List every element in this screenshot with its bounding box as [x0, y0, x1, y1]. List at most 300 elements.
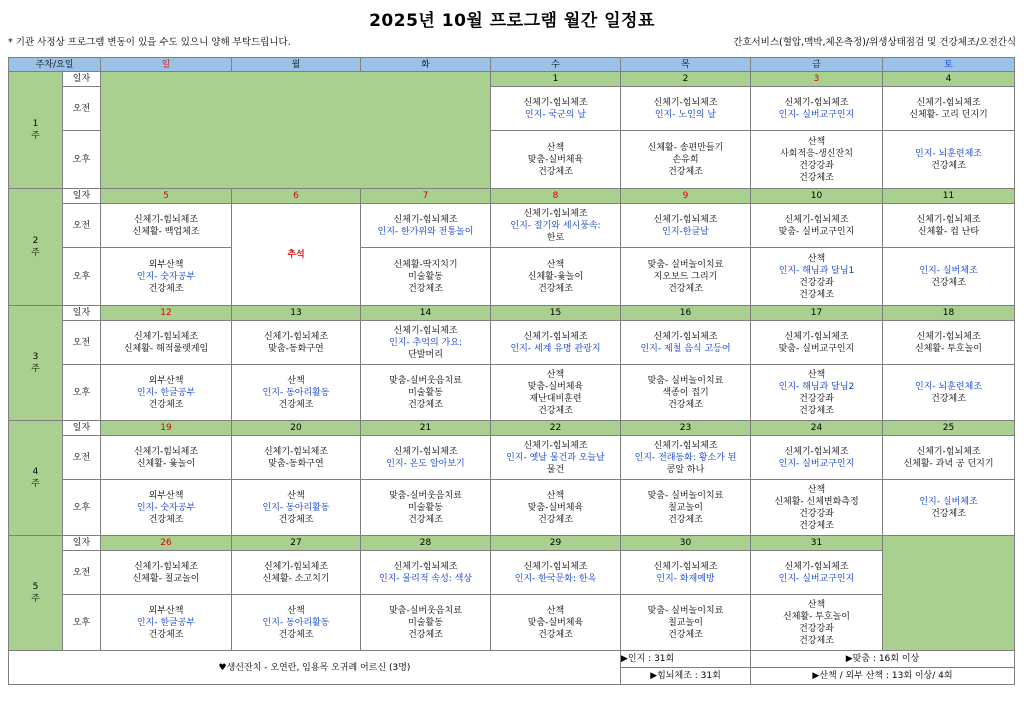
activity-line: 신체기-힘뇌체조 [523, 561, 588, 572]
activity-line: 인지- 한글공부 [136, 617, 196, 628]
am-activity-cell [621, 204, 751, 248]
activity-line: 인지- 물리적 속성: 색상 [378, 573, 473, 584]
date-label: 일자 [63, 306, 101, 321]
pm-activity-cell [101, 595, 232, 651]
date-cell: 31 [751, 536, 883, 551]
activity-line: 건강체조 [148, 629, 184, 640]
pm-label: 오후 [63, 365, 101, 421]
am-label: 오전 [63, 321, 101, 365]
stat-himnoe: ▶힘뇌체조 : 31회 [621, 668, 751, 685]
schedule-table [8, 57, 1015, 685]
activity-line: 신체기-힘뇌체조 [916, 331, 981, 342]
activity-line: 인지- 해님과 달님2 [778, 381, 855, 392]
activity-line: 건강체조 [799, 405, 834, 416]
date-cell: 22 [491, 421, 621, 436]
activity-line: 건강체조 [799, 635, 834, 646]
activity-line: 산책 [546, 142, 565, 153]
activity-line: 단발머리 [408, 349, 443, 360]
date-label: 일자 [63, 189, 101, 204]
activity-line: 신체기-힘뇌체조 [133, 331, 199, 342]
pm-label: 오후 [63, 480, 101, 536]
activity-line: 사회적응-생신잔치 [780, 148, 853, 159]
activity-line: 손유희 [672, 154, 699, 165]
activity-line: 신체기-힘뇌체조 [393, 214, 458, 225]
week-label: 5 주 [9, 536, 63, 651]
am-activity-cell [751, 204, 883, 248]
week-label: 1 주 [9, 72, 63, 189]
day-header: 목 [621, 58, 751, 72]
activity-line: 외부산책 [148, 375, 184, 386]
date-cell: 2 [621, 72, 751, 87]
am-activity-cell [361, 551, 491, 595]
activity-line: 인지- 동아리활동 [262, 617, 330, 628]
pm-activity-cell [232, 365, 361, 421]
pm-activity-cell [621, 248, 751, 306]
pm-activity-cell [883, 480, 1015, 536]
am-label: 오전 [63, 551, 101, 595]
am-label: 오전 [63, 436, 101, 480]
activity-line: 칠교놀이 [668, 617, 703, 628]
activity-line: 인지-한글날 [662, 226, 709, 237]
activity-line: 신체기-힘뇌체조 [653, 214, 718, 225]
activity-line: 미술활동 [408, 617, 443, 628]
activity-line: 산책 [546, 490, 565, 501]
activity-line: 신체기-힘뇌체조 [653, 97, 718, 108]
am-activity-cell [491, 87, 621, 131]
activity-line: 신체기-힘뇌체조 [263, 446, 329, 457]
activity-line: 미술활동 [408, 271, 443, 282]
date-cell: 7 [361, 189, 491, 204]
activity-line: 외부산책 [148, 605, 184, 616]
activity-line: 신체활- 고리 던지기 [909, 109, 988, 120]
am-row [9, 321, 1015, 365]
activity-line: 미술활동 [408, 502, 443, 513]
am-activity-cell [883, 87, 1015, 131]
activity-line: 신체기-힘뇌체조 [133, 446, 199, 457]
activity-line: 산책 [807, 369, 826, 380]
activity-line: 신체활- 백업체조 [132, 226, 200, 237]
activity-line: 맞춤- 실버교구인지 [778, 343, 855, 354]
date-label: 일자 [63, 536, 101, 551]
activity-line: 인지- 전래동화: 황소가 된 [634, 452, 737, 463]
pm-row [9, 595, 1015, 651]
pm-activity-cell [751, 365, 883, 421]
am-row [9, 551, 1015, 595]
date-cell: 25 [883, 421, 1015, 436]
activity-line: 산책 [807, 599, 826, 610]
pm-row [9, 248, 1015, 306]
am-activity-cell [751, 321, 883, 365]
corner-label: 주차/요일 [9, 58, 101, 72]
activity-line: 건강체조 [799, 289, 834, 300]
day-header: 화 [361, 58, 491, 72]
date-cell: 1 [491, 72, 621, 87]
activity-line: 인지- 동아리활동 [262, 502, 330, 513]
pm-activity-cell [621, 480, 751, 536]
am-activity-cell [101, 551, 232, 595]
activity-line: 건강체조 [148, 283, 184, 294]
activity-line: 신체기-힘뇌체조 [523, 97, 588, 108]
activity-line: 건강강좌 [799, 277, 834, 288]
day-header: 일 [101, 58, 232, 72]
activity-line: 건강체조 [408, 514, 443, 525]
pm-activity-cell [491, 248, 621, 306]
activity-line: 신체기-힘뇌체조 [653, 331, 718, 342]
activity-line: 색종이 접기 [662, 387, 709, 398]
activity-line: 건강체조 [278, 514, 314, 525]
footer-row [9, 651, 1015, 668]
pm-activity-cell [232, 595, 361, 651]
day-header: 토 [883, 58, 1015, 72]
activity-line: 신체기-힘뇌체조 [653, 440, 718, 451]
date-cell: 26 [101, 536, 232, 551]
am-activity-cell [883, 204, 1015, 248]
activity-line: 한로 [546, 232, 565, 243]
activity-line: 산책 [807, 484, 826, 495]
activity-line: 건강체조 [931, 393, 966, 404]
am-activity-cell [232, 321, 361, 365]
activity-line: 신체기-힘뇌체조 [784, 97, 849, 108]
am-activity-cell [751, 436, 883, 480]
pm-activity-cell [751, 131, 883, 189]
activity-line: 건강체조 [668, 629, 703, 640]
am-activity-cell [751, 551, 883, 595]
activity-line: 신체기-힘뇌체조 [653, 561, 718, 572]
activity-line: 인지- 숫자공부 [136, 502, 196, 513]
activity-line: 건강체조 [538, 629, 573, 640]
activity-line: 신체활- 칠교놀이 [132, 573, 200, 584]
date-cell: 3 [751, 72, 883, 87]
am-activity-cell [491, 551, 621, 595]
am-activity-cell [621, 87, 751, 131]
am-activity-cell [883, 321, 1015, 365]
pm-activity-cell [491, 365, 621, 421]
empty-green-block [883, 536, 1015, 651]
activity-line: 맞춤-동화구연 [268, 458, 324, 469]
activity-line: 건강체조 [668, 166, 703, 177]
activity-line: 신체기-힘뇌체조 [916, 214, 981, 225]
activity-line: 신체활- 송편만들기 [647, 142, 724, 153]
date-cell: 18 [883, 306, 1015, 321]
pm-activity-cell [883, 131, 1015, 189]
activity-line: 산책 [807, 136, 826, 147]
activity-line: 인지- 해님과 달님1 [778, 265, 855, 276]
pm-activity-cell [491, 595, 621, 651]
activity-line: 신체기-힘뇌체조 [784, 446, 849, 457]
activity-line: 신체기-힘뇌체조 [393, 325, 458, 336]
date-cell: 28 [361, 536, 491, 551]
activity-line: 맞춤- 실버놀이치료 [647, 375, 724, 386]
activity-line: 건강체조 [931, 160, 966, 171]
am-activity-cell [361, 204, 491, 248]
activity-line: 인지- 추억의 가요: [389, 337, 462, 348]
activity-line: 인지- 온도 알아보기 [386, 458, 465, 469]
activity-line: 인지- 옛날 물건과 오늘날 [506, 452, 605, 463]
activity-line: 건강체조 [799, 520, 834, 531]
date-cell: 15 [491, 306, 621, 321]
pm-label: 오후 [63, 131, 101, 189]
activity-line: 산책 [807, 253, 826, 264]
am-activity-cell [491, 436, 621, 480]
am-activity-cell [621, 551, 751, 595]
activity-line: 인지- 화재예방 [656, 573, 715, 584]
am-activity-cell [491, 321, 621, 365]
page-title: 2025년 10월 프로그램 월간 일정표 [369, 11, 655, 31]
stat-matchum: ▶맞춤 : 16회 이상 [751, 651, 1015, 668]
date-cell: 17 [751, 306, 883, 321]
date-row [9, 189, 1015, 204]
activity-line: 신체기-힘뇌체조 [133, 214, 199, 225]
pm-activity-cell [361, 248, 491, 306]
week-label: 3 주 [9, 306, 63, 421]
activity-line: 건강체조 [668, 514, 703, 525]
activity-line: 인지- 뇌훈련체조 [915, 148, 982, 159]
activity-line: 인지- 실버교구인지 [778, 109, 855, 120]
day-header: 월 [232, 58, 361, 72]
activity-line: 산책 [546, 369, 565, 380]
activity-line: 신체활- 해적룰렛게임 [123, 343, 209, 354]
date-cell: 11 [883, 189, 1015, 204]
pm-label: 오후 [63, 248, 101, 306]
daily-services-text: 간호서비스(혈압,맥박,체온측정)/위생상태점검 및 건강체조/오전간식 [733, 37, 1016, 48]
pm-activity-cell [621, 595, 751, 651]
activity-line: 건강체조 [148, 399, 184, 410]
activity-line: 맞춤- 실버놀이치료 [647, 605, 724, 616]
activity-line: 건강체조 [278, 399, 314, 410]
activity-line: 산책 [287, 605, 305, 616]
pm-activity-cell [751, 480, 883, 536]
pm-activity-cell [491, 131, 621, 189]
stat-walk: ▶산책 / 외부 산책 : 13회 이상/ 4회 [751, 668, 1015, 685]
activity-line: 신체기-힘뇌체조 [916, 446, 981, 457]
activity-line: 신체기-힘뇌체조 [263, 331, 329, 342]
activity-line: 신체기-힘뇌체조 [393, 561, 458, 572]
activity-line: 신체활- 소고치기 [262, 573, 330, 584]
activity-line: 건강체조 [408, 283, 443, 294]
week-label: 4 주 [9, 421, 63, 536]
pm-activity-cell [621, 131, 751, 189]
activity-line: 건강체조 [668, 283, 703, 294]
activity-line: 인지- 세계 유명 관광지 [510, 343, 601, 354]
pm-activity-cell [491, 480, 621, 536]
date-row [9, 536, 1015, 551]
activity-line: 맞춤-실버체육 [527, 381, 584, 392]
activity-line: 인지- 실버체조 [919, 265, 978, 276]
am-row [9, 436, 1015, 480]
date-cell: 13 [232, 306, 361, 321]
activity-line: 맞춤- 실버교구인지 [778, 226, 855, 237]
activity-line: 신체활- 윷놀이 [136, 458, 196, 469]
activity-line: 건강강좌 [799, 508, 834, 519]
activity-line: 인지- 한국문화: 한옥 [514, 573, 597, 584]
activity-line: 신체활- 투호놀이 [915, 343, 982, 354]
pm-activity-cell [751, 595, 883, 651]
pm-activity-cell [883, 248, 1015, 306]
activity-line: 건강체조 [538, 405, 573, 416]
am-activity-cell [101, 204, 232, 248]
activity-line: 맞춤-동화구연 [268, 343, 324, 354]
birthday-note: ♥생신잔치 - 오연란, 임용목 오귀례 어르신 (3명) [9, 651, 621, 685]
activity-line: 신체기-힘뇌체조 [523, 331, 588, 342]
pm-row [9, 365, 1015, 421]
activity-line: 인지- 노인의 날 [654, 109, 717, 120]
holiday-cell: 추석 [232, 204, 361, 306]
activity-line: 인지- 한글공부 [136, 387, 196, 398]
date-label: 일자 [63, 72, 101, 87]
activity-line: 신체기-힘뇌체조 [916, 97, 981, 108]
activity-line: 인지- 동아리활동 [262, 387, 330, 398]
activity-line: 신체활-윷놀이 [527, 271, 584, 282]
am-activity-cell [232, 551, 361, 595]
activity-line: 인지- 실버교구인지 [778, 573, 855, 584]
pm-activity-cell [751, 248, 883, 306]
activity-line: 건강체조 [668, 399, 703, 410]
date-cell: 30 [621, 536, 751, 551]
activity-line: 신체기-힘뇌체조 [393, 446, 458, 457]
date-row [9, 306, 1015, 321]
activity-line: 신체기-힘뇌체조 [133, 561, 199, 572]
pm-activity-cell [232, 480, 361, 536]
day-header: 금 [751, 58, 883, 72]
activity-line: 산책 [287, 490, 305, 501]
date-label: 일자 [63, 421, 101, 436]
activity-line: 건강강좌 [799, 393, 834, 404]
activity-line: 신체기-힘뇌체조 [784, 331, 849, 342]
activity-line: 건강체조 [931, 277, 966, 288]
activity-line: 신체활- 컵 난타 [917, 226, 980, 237]
pm-activity-cell [101, 248, 232, 306]
activity-line: 콩알 하나 [666, 464, 705, 475]
activity-line: 맞춤-실버웃음치료 [389, 605, 462, 616]
pm-activity-cell [101, 365, 232, 421]
am-activity-cell [883, 436, 1015, 480]
activity-line: 산책 [546, 259, 565, 270]
activity-line: 맞춤-실버체육 [527, 154, 584, 165]
am-label: 오전 [63, 204, 101, 248]
date-cell: 16 [621, 306, 751, 321]
am-activity-cell [232, 436, 361, 480]
date-cell: 14 [361, 306, 491, 321]
date-cell: 12 [101, 306, 232, 321]
activity-line: 인지- 숫자공부 [136, 271, 196, 282]
activity-line: 칠교놀이 [668, 502, 703, 513]
am-activity-cell [621, 436, 751, 480]
date-cell: 27 [232, 536, 361, 551]
date-cell: 10 [751, 189, 883, 204]
activity-line: 건강체조 [538, 166, 573, 177]
activity-line: 외부산책 [148, 490, 184, 501]
activity-line: 신체활- 투호놀이 [783, 611, 850, 622]
activity-line: 맞춤- 실버놀이치료 [647, 490, 724, 501]
activity-line: 인지- 한가위와 전통놀이 [377, 226, 474, 237]
activity-line: 건강체조 [408, 629, 443, 640]
date-cell: 19 [101, 421, 232, 436]
activity-line: 미술활동 [408, 387, 443, 398]
date-cell: 23 [621, 421, 751, 436]
pm-activity-cell [361, 365, 491, 421]
activity-line: 맞춤-실버체육 [527, 617, 584, 628]
date-cell: 4 [883, 72, 1015, 87]
am-label: 오전 [63, 87, 101, 131]
stat-inji: ▶인지 : 31회 [621, 651, 751, 668]
activity-line: 산책 [287, 375, 305, 386]
date-row [9, 72, 1015, 87]
activity-line: 건강강좌 [799, 623, 834, 634]
activity-line: 인지- 절기와 세시풍속: [510, 220, 601, 231]
am-activity-cell [101, 436, 232, 480]
header-row [9, 58, 1015, 72]
am-activity-cell [361, 436, 491, 480]
date-cell: 6 [232, 189, 361, 204]
week-label: 2 주 [9, 189, 63, 306]
activity-line: 물건 [546, 464, 565, 475]
activity-line: 건강체조 [538, 283, 573, 294]
activity-line: 산책 [546, 605, 565, 616]
activity-line: 맞춤- 실버놀이치료 [647, 259, 724, 270]
activity-line: 신체활- 과녁 공 던지기 [903, 458, 994, 469]
activity-line: 맞춤-실버웃음치료 [389, 490, 462, 501]
activity-line: 건강강좌 [799, 160, 834, 171]
activity-line: 건강체조 [148, 514, 184, 525]
activity-line: 신체기-힘뇌체조 [523, 208, 588, 219]
am-activity-cell [361, 321, 491, 365]
date-cell: 24 [751, 421, 883, 436]
activity-line: 건강체조 [538, 514, 573, 525]
date-row [9, 421, 1015, 436]
date-cell: 29 [491, 536, 621, 551]
pm-activity-cell [621, 365, 751, 421]
activity-line: 인지- 뇌훈련체조 [915, 381, 982, 392]
activity-line: 인지- 실버교구인지 [778, 458, 855, 469]
activity-line: 건강체조 [931, 508, 966, 519]
date-cell: 20 [232, 421, 361, 436]
activity-line: 신체활- 신체변화측정 [774, 496, 859, 507]
date-cell: 9 [621, 189, 751, 204]
activity-line: 지오보드 그리기 [653, 271, 718, 282]
activity-line: 맞춤-실버웃음치료 [389, 375, 462, 386]
activity-line: 외부산책 [148, 259, 184, 270]
am-row [9, 204, 1015, 248]
activity-line: 건강체조 [799, 172, 834, 183]
pm-row [9, 480, 1015, 536]
activity-line: 인지- 국군의 날 [524, 109, 587, 120]
am-activity-cell [101, 321, 232, 365]
date-cell: 21 [361, 421, 491, 436]
pm-label: 오후 [63, 595, 101, 651]
activity-line: 인지- 제철 음식 고등어 [640, 343, 731, 354]
activity-line: 신체기-힘뇌체조 [523, 440, 588, 451]
empty-green-block [101, 72, 491, 189]
am-activity-cell [751, 87, 883, 131]
activity-line: 건강체조 [278, 629, 314, 640]
pm-activity-cell [883, 365, 1015, 421]
activity-line: 건강체조 [408, 399, 443, 410]
activity-line: 신체활-딱지치기 [393, 259, 458, 270]
date-cell: 5 [101, 189, 232, 204]
pm-activity-cell [101, 480, 232, 536]
activity-line: 신체기-힘뇌체조 [263, 561, 329, 572]
day-header: 수 [491, 58, 621, 72]
am-activity-cell [491, 204, 621, 248]
pm-activity-cell [361, 480, 491, 536]
date-cell: 8 [491, 189, 621, 204]
activity-line: 신체기-힘뇌체조 [784, 214, 849, 225]
am-activity-cell [621, 321, 751, 365]
activity-line: 맞춤-실버체육 [527, 502, 584, 513]
activity-line: 재난대비훈련 [529, 393, 582, 404]
notice-text: * 기관 사정상 프로그램 변동이 있을 수도 있으니 양해 부탁드립니다. [8, 37, 291, 48]
activity-line: 인지- 실버체조 [919, 496, 978, 507]
